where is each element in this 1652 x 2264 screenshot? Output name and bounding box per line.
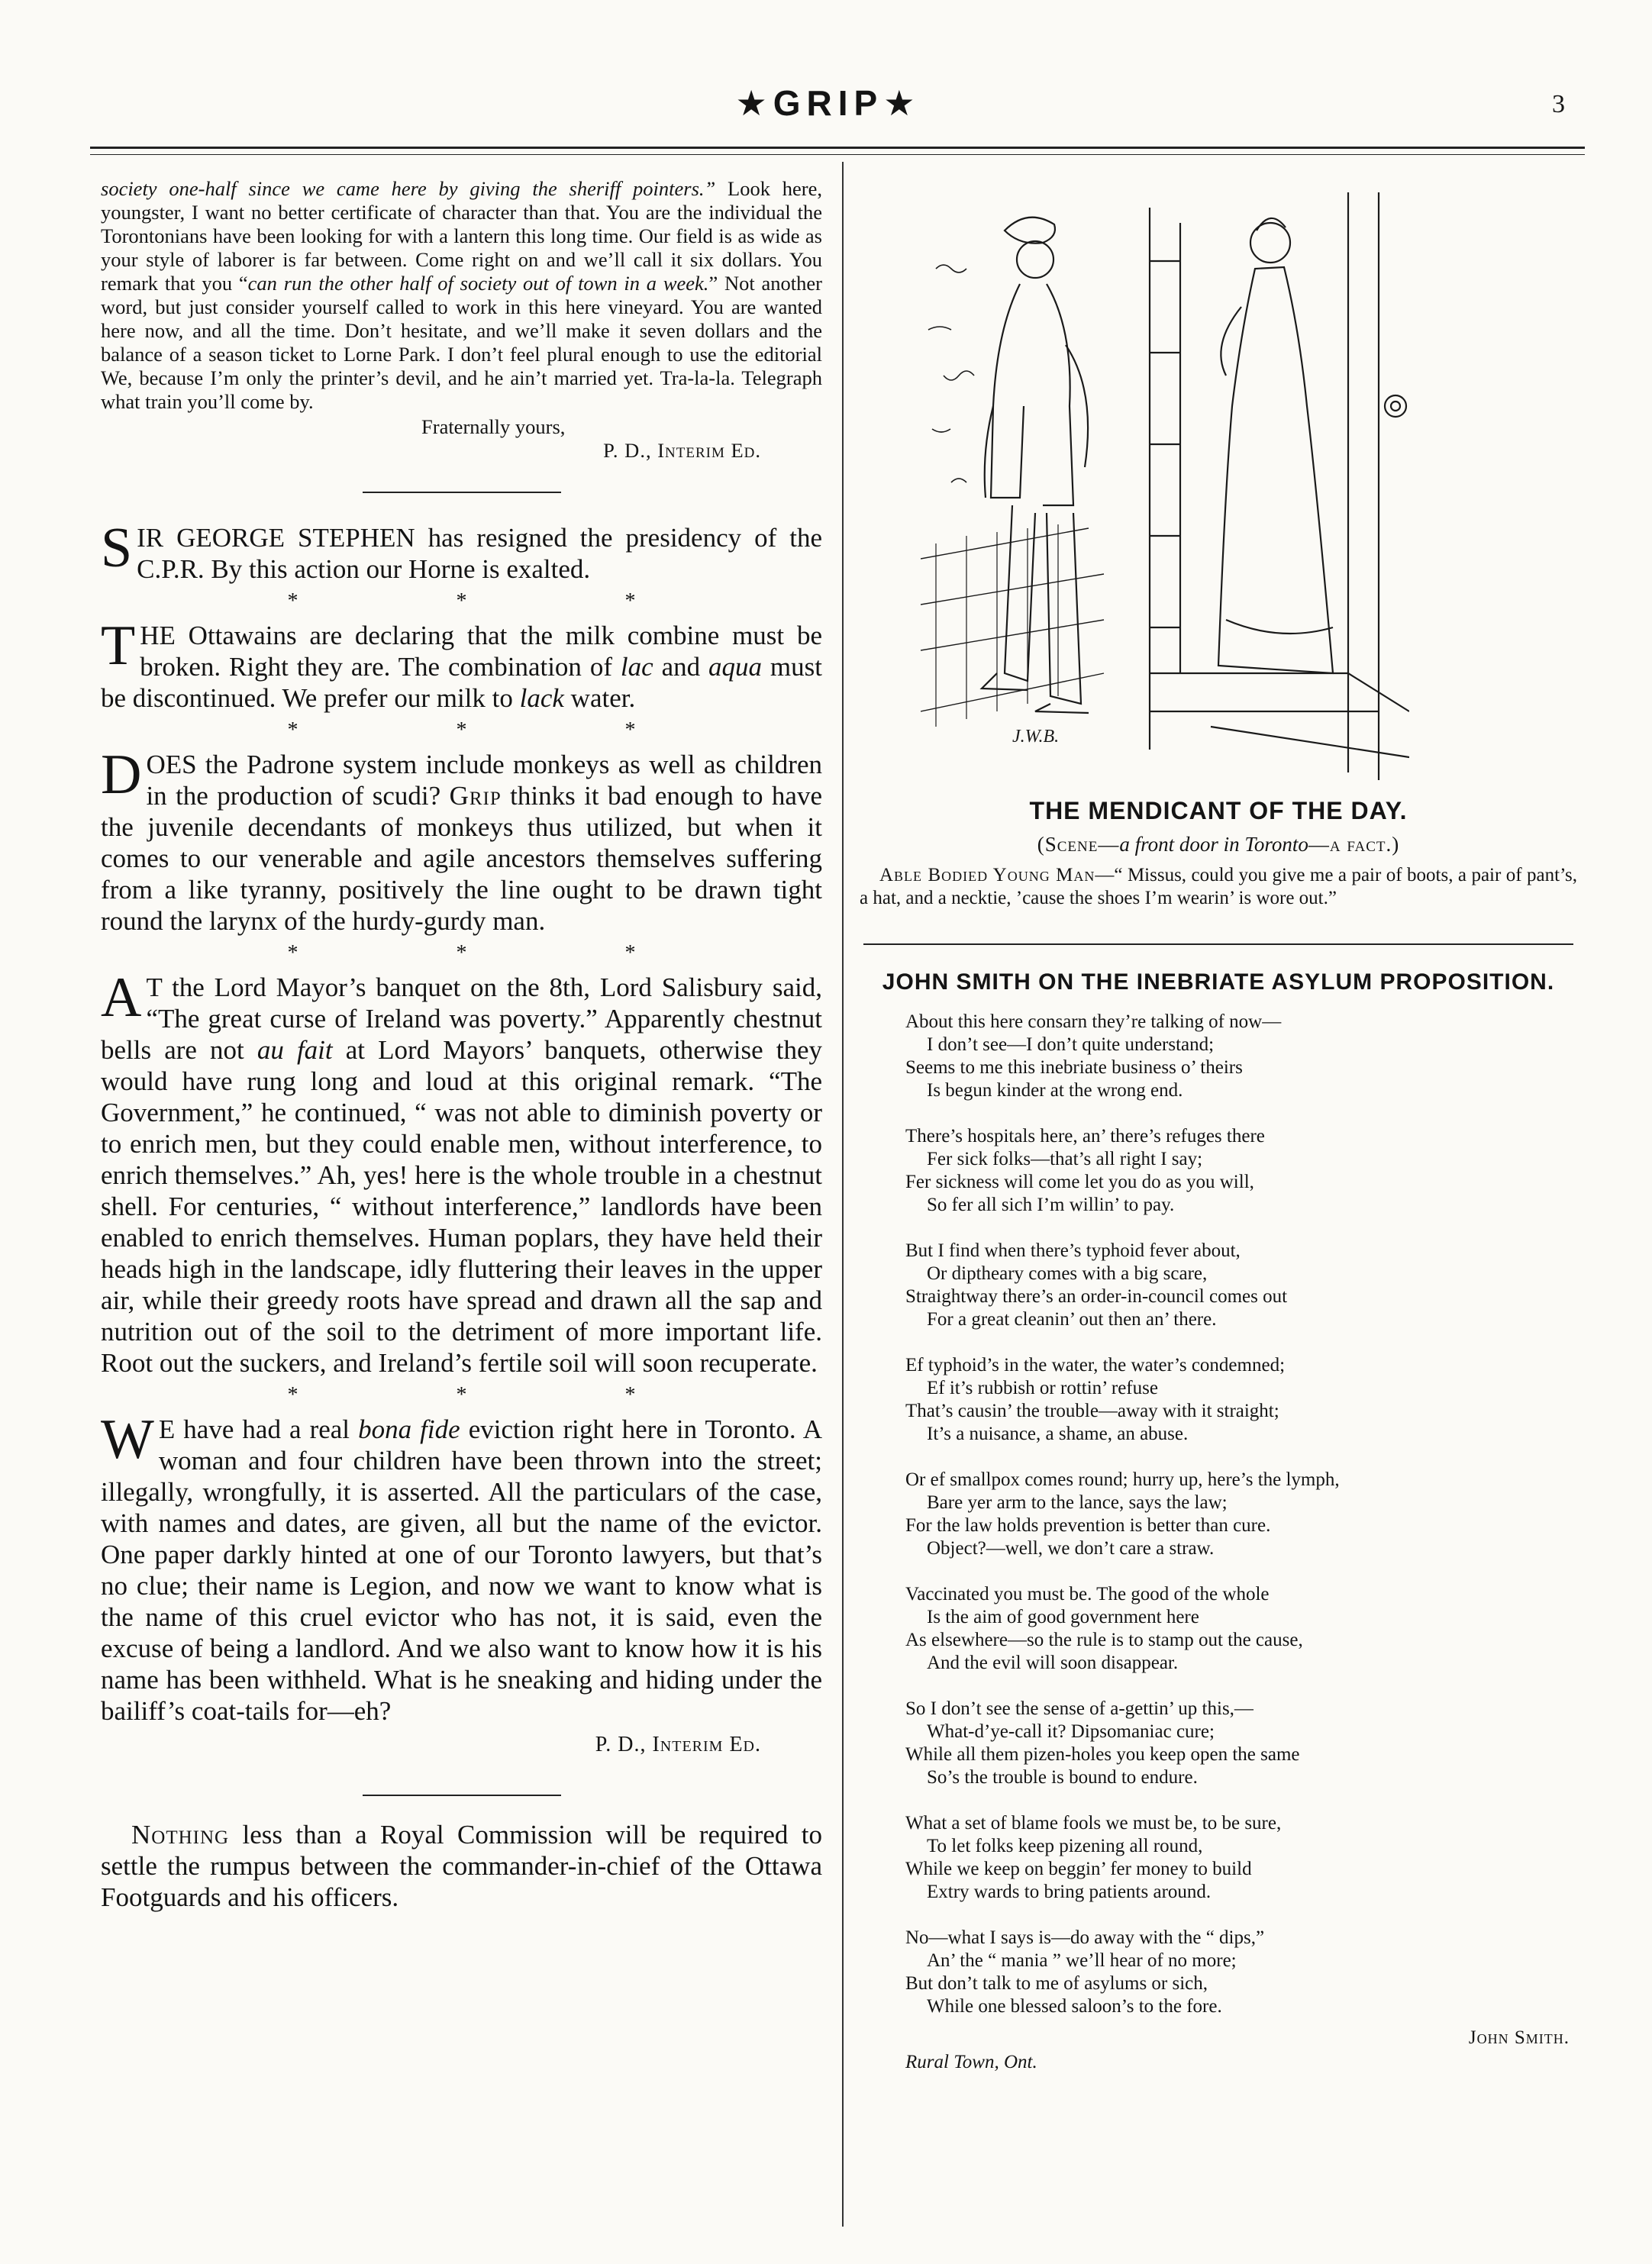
poem-stanza <box>905 1011 1577 1102</box>
letter-italic-quote: can run the other half of society out of town in a week. <box>247 272 709 295</box>
poem-stanza <box>905 1469 1577 1560</box>
poem-line: Fer sick folks—that’s all right I say; <box>927 1149 1203 1169</box>
poem-line: And the evil will soon disappear. <box>927 1653 1179 1673</box>
lead-word: Nothing <box>131 1820 230 1850</box>
column-separator <box>842 162 844 2227</box>
drop-cap: W <box>101 1408 154 1471</box>
poem-signature: John Smith. <box>1468 2027 1570 2048</box>
paragraph-text: thinks it bad enough to have the juvenile decendants of monkeys thus utilized, but when it comes to our venerable and agile ancestors themselves suffering from a like tyranny, positively the line ought to be drawn tight round the larynx of the hurdy-gurdy man. <box>101 781 822 936</box>
poem-stanza <box>905 1812 1577 1904</box>
poem-line: No—what I says is—do away with the “ dips,” <box>905 1927 1265 1948</box>
poem-line: For the law holds prevention is better than cure. <box>905 1515 1271 1536</box>
publication-title: ★GRIP★ <box>735 83 921 123</box>
letter-continuation <box>101 177 822 414</box>
paragraph-royal-commission <box>101 1819 822 1913</box>
speaker: Able Bodied Young Man <box>879 865 1095 885</box>
letter-italic-opening: society one-half since we came here by giving the sheriff pointers.” <box>101 177 716 200</box>
poem-line: While we keep on beggin’ fer money to build <box>905 1859 1252 1879</box>
poem-line: Bare yer arm to the lance, says the law; <box>927 1492 1228 1513</box>
paragraph-text: OES the Padrone system include monkeys as well as children in the production of scudi? <box>146 750 822 811</box>
paragraph-text: and <box>653 652 709 682</box>
poem-line: Is begun kinder at the wrong end. <box>927 1080 1183 1101</box>
poem-body <box>860 1011 1577 2018</box>
paragraph-text: less than a Royal Commission will be required to settle the rumpus between the commander-in-chief of the Ottawa Footguards and his officers. <box>101 1820 822 1912</box>
poem-line: An’ the “ mania ” we’ll hear of no more; <box>927 1950 1237 1971</box>
mendicant-cartoon-illustration <box>921 177 1409 788</box>
poem-line: While all them pizen-holes you keep open the same <box>905 1744 1300 1765</box>
paragraph-text: eviction right here in Toronto. A woman and four children have been thrown into the street; illegally, wrongfully, it is asserted. All the particulars of the case, with names and dates, are given, all but the name of the evictor. One paper darkly hinted at one of our Toronto lawyers, but that’s no clue; their name is Legion, and now we want to know what is the name of this cruel evictor who has not, it is said, even the excuse of being a landlord. And we also want to know how it is his name has been withheld. What is he sneaking and hiding under the bailiff’s coat-tails for—eh? <box>101 1414 823 1726</box>
masthead <box>92 82 1565 128</box>
paragraph-text: at Lord Mayors’ banquets, otherwise they would have rung long and loud at this original remark. “The Government,” he continued, “ was not able to diminish poverty or to enrich men, but they could enable men, without interference, to enrich themselves.” Ah, yes! here is the whole trouble in a chestnut shell. For centuries, “ without interference,” landlords have been enabled to enrich themselves. Human poplars, they have held their heads high in the landscape, idly fluttering their leaves in the upper air, while their greedy roots have spread and drawn all the sap and nutrition out of the soil to the detriment of more important life. Root out the suckers, and Ireland’s fertile soil will soon recuperate. <box>101 1035 822 1378</box>
poem-line: Or diptheary comes with a big scare, <box>927 1263 1208 1284</box>
italic-word: lac <box>620 652 653 682</box>
letter-closing: Fraternally yours, <box>421 415 566 438</box>
section-divider <box>863 943 1573 945</box>
paragraph-text: water. <box>563 683 636 713</box>
poem-line: Seems to me this inebriate business o’ theirs <box>905 1057 1243 1078</box>
cartoon-title: THE MENDICANT OF THE DAY. <box>1029 797 1408 824</box>
poem-stanza <box>905 1698 1577 1789</box>
letter-text-a: Look here, youngster, I want no better certificate of character than that. You are the individual the Torontonians have been looking for with a lantern this long time. Our field is as wide as your style of laborer is far between. Come right on and we’ll call it six dollars. You remark that you “ <box>101 177 822 295</box>
paragraph-eviction <box>101 1408 823 1727</box>
star-separator: * * * <box>287 589 712 613</box>
drop-cap: T <box>101 614 136 677</box>
drop-cap: A <box>101 966 142 1029</box>
paragraph-lord-mayor <box>101 966 822 1379</box>
poem-title: JOHN SMITH ON THE INEBRIATE ASYLUM PROPOSITION. <box>882 969 1555 995</box>
paragraph-text: HE Ottawains are declaring that the milk combine must be broken. Right they are. The combination of <box>140 621 822 682</box>
poem-line: While one blessed saloon’s to the fore. <box>927 1996 1222 2017</box>
eviction-signature: P. D., Interim Ed. <box>595 1733 761 1756</box>
paragraph-padrone <box>101 743 822 937</box>
grip-name: Grip <box>449 781 502 811</box>
paragraph-text: must be discontinued. We prefer our milk to <box>101 652 822 713</box>
poem-stanza <box>905 1927 1577 2018</box>
poem-line: About this here consarn they’re talking of now— <box>905 1011 1282 1032</box>
poem-stanza <box>905 1240 1577 1331</box>
letter-text-b: ” Not another word, but just consider yourself called to work in this here vineyard. You are wanted here now, and all the time. Don’t hesitate, and we’ll make it seven dollars and the balance of a season ticket to Lorne Park. I don’t feel plural enough to use the editorial We, because I’m only the printer’s devil, and he ain’t married yet. Tra-la-la. Telegraph what train you’ll come by. <box>101 272 822 413</box>
page-number: 3 <box>1552 90 1565 118</box>
poem-line: Object?—well, we don’t care a straw. <box>927 1538 1215 1559</box>
section-divider <box>363 492 561 493</box>
italic-word: aqua <box>708 652 763 682</box>
paragraph-milk-combine <box>101 614 822 714</box>
paragraph-text: E have had a real <box>158 1414 359 1444</box>
section-divider <box>363 1795 561 1796</box>
poem-line: That’s causin’ the trouble—away with it straight; <box>905 1401 1279 1421</box>
poem-line: But I find when there’s typhoid fever about, <box>905 1240 1241 1261</box>
poem-line: What-d’ye-call it? Dipsomaniac cure; <box>927 1721 1215 1742</box>
poem-line: Vaccinated you must be. The good of the whole <box>905 1584 1270 1604</box>
drop-cap: D <box>101 743 142 806</box>
drop-cap: S <box>101 517 133 579</box>
poem-line: Ef typhoid’s in the water, the water’s condemned; <box>905 1355 1286 1375</box>
cartoon-scene <box>860 833 1577 856</box>
poem-line: Extry wards to bring patients around. <box>927 1882 1212 1902</box>
artist-signature: J.W.B. <box>1012 727 1060 747</box>
paragraph-text: IR GEORGE STEPHEN has resigned the presidency of the C.P.R. By this action our Horne is exalted. <box>137 523 822 584</box>
poem-line: Fer sickness will come let you do as you will, <box>905 1172 1254 1192</box>
letter-signature: P. D., Interim Ed. <box>603 439 761 462</box>
speech: —“ Missus, could you give me a pair of boots, a pair of pant’s, a hat, and a necktie, ’cause the shoes I’m wearin’ is wore out.” <box>860 865 1577 908</box>
poem-line: Straightway there’s an order-in-council comes out <box>905 1286 1288 1307</box>
left-column <box>101 177 822 1913</box>
poem-line: I don’t see—I don’t quite understand; <box>927 1034 1215 1055</box>
poem-line: So I don’t see the sense of a-gettin’ up this,— <box>905 1698 1254 1719</box>
header-rule-thick <box>90 147 1585 149</box>
right-column <box>860 177 1577 2073</box>
cartoon-dialogue <box>860 864 1577 910</box>
poem-line: Or ef smallpox comes round; hurry up, here’s the lymph, <box>905 1469 1340 1490</box>
star-separator: * * * <box>287 941 712 965</box>
poem-line: Is the aim of good government here <box>927 1607 1199 1627</box>
italic-phrase: au fait <box>257 1035 333 1065</box>
paragraph-stephen <box>101 517 822 585</box>
poem-line: There’s hospitals here, an’ there’s refuges there <box>905 1126 1265 1147</box>
star-separator: * * * <box>287 718 712 742</box>
poem-line: As elsewhere—so the rule is to stamp out the cause, <box>905 1630 1303 1650</box>
poem-line: What a set of blame fools we must be, to be sure, <box>905 1813 1282 1833</box>
star-separator: * * * <box>287 1383 712 1407</box>
poem-stanza <box>905 1125 1577 1217</box>
scene-label: (Scene— <box>1037 833 1120 856</box>
poem-place: Rural Town, Ont. <box>905 2052 1037 2072</box>
poem-line: For a great cleanin’ out then an’ there. <box>927 1309 1217 1330</box>
scene-end: —a fact.) <box>1308 833 1400 856</box>
poem-line: It’s a nuisance, a shame, an abuse. <box>927 1424 1189 1444</box>
poem-line: Ef it’s rubbish or rottin’ refuse <box>927 1378 1158 1398</box>
poem-stanza <box>905 1583 1577 1675</box>
poem-line: So fer all sich I’m willin’ to pay. <box>927 1195 1175 1215</box>
poem-line: So’s the trouble is bound to endure. <box>927 1767 1198 1788</box>
poem-line: But don’t talk to me of asylums or sich, <box>905 1973 1208 1994</box>
poem-stanza <box>905 1354 1577 1446</box>
italic-word: lack <box>519 683 564 713</box>
scene-italic: a front door in Toronto <box>1119 833 1308 856</box>
header-rule-thin <box>90 154 1585 155</box>
cartoon-drawing <box>921 177 1409 788</box>
poem-line: To let folks keep pizening all round, <box>927 1836 1203 1856</box>
paragraph-text: T the Lord Mayor’s banquet on the 8th, Lord Salisbury said, “The great curse of Ireland was poverty.” Apparently chestnut bells are not <box>101 972 822 1065</box>
italic-phrase: bona fide <box>358 1414 460 1444</box>
